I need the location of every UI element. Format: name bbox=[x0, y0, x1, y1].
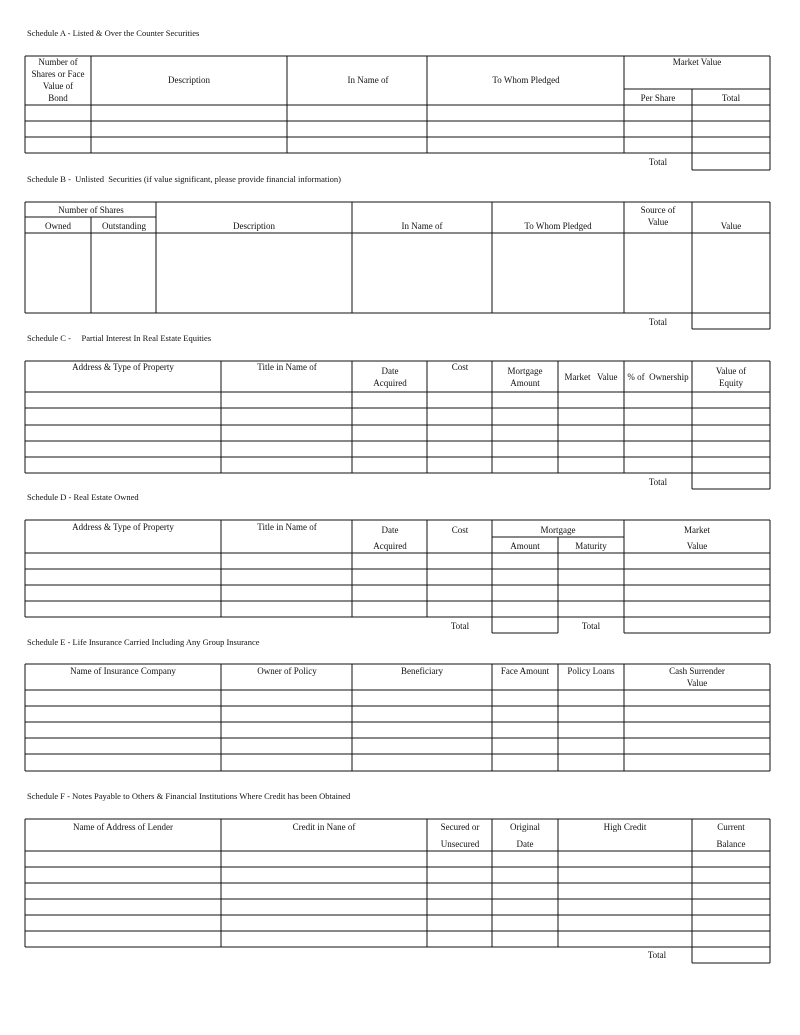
schedule-d-total-label: Total bbox=[581, 621, 601, 631]
schedule-a-number-header: Bond bbox=[48, 93, 68, 103]
schedule-d-cost-header: Cost bbox=[451, 525, 469, 535]
schedule-c-date-header: Acquired bbox=[373, 378, 407, 388]
schedule-c-equity-header: Value of bbox=[715, 366, 747, 376]
schedule-b-number-of-shares-header: Number of Shares bbox=[58, 205, 124, 215]
schedule-e-beneficiary-header: Beneficiary bbox=[401, 666, 443, 676]
schedule-f-title: Schedule F - Notes Payable to Others & Financial Institutions Where Credit has been Obtained bbox=[27, 791, 351, 801]
schedule-d-mortgage-header: Mortgage bbox=[540, 525, 576, 535]
schedule-a-number-header: Shares or Face bbox=[31, 69, 85, 79]
schedule-a-pledged-header: To Whom Pledged bbox=[492, 75, 560, 85]
schedule-a-total-label: Total bbox=[648, 157, 668, 167]
schedule-c-title-header: Title in Name of bbox=[257, 362, 317, 372]
schedule-d-total-label: Total bbox=[450, 621, 470, 631]
schedule-f-current-balance-header: Current bbox=[717, 822, 745, 832]
schedule-a-in-name-of-header: In Name of bbox=[347, 75, 389, 85]
schedule-f-secured-header: Secured or bbox=[440, 822, 480, 832]
schedule-d-amount-header: Amount bbox=[510, 541, 540, 551]
schedule-a-per-share-header: Per Share bbox=[640, 93, 676, 103]
schedule-e-owner-header: Owner of Policy bbox=[257, 666, 317, 676]
schedule-e-cash-surrender-header: Value bbox=[686, 678, 708, 688]
schedule-f-original-date-header: Original bbox=[510, 822, 540, 832]
schedule-a-table bbox=[25, 56, 770, 170]
schedule-d-market-value-header: Value bbox=[686, 541, 708, 551]
schedule-c-mortgage-header: Mortgage bbox=[507, 366, 543, 376]
schedule-c-address-header: Address & Type of Property bbox=[72, 362, 174, 372]
schedule-c-total-label: Total bbox=[648, 477, 668, 487]
schedule-b-title: Schedule B - Unlisted Securities (if value significant, please provide financial information) bbox=[27, 174, 341, 184]
schedule-f-credit-name-header: Credit in Nane of bbox=[292, 822, 356, 832]
schedule-b-source-header: Source of bbox=[640, 205, 676, 215]
schedule-e-face-amount-header: Face Amount bbox=[500, 666, 550, 676]
schedule-c-cost-header: Cost bbox=[451, 362, 469, 372]
schedule-b-total-label: Total bbox=[648, 317, 668, 327]
schedule-d-market-value-header: Market bbox=[684, 525, 710, 535]
schedule-c-mortgage-header: Amount bbox=[510, 378, 540, 388]
schedule-e-company-header: Name of Insurance Company bbox=[70, 666, 176, 676]
schedule-a-total-header: Total bbox=[721, 93, 741, 103]
schedule-a-number-header: Value of bbox=[42, 81, 74, 91]
schedule-c-equity-header: Equity bbox=[719, 378, 743, 388]
schedule-f-secured-header: Unsecured bbox=[440, 839, 480, 849]
schedule-b-outstanding-header: Outstanding bbox=[102, 221, 146, 231]
schedule-f-total-label: Total bbox=[647, 950, 667, 960]
schedule-f-current-balance-header: Balance bbox=[716, 839, 746, 849]
schedule-e-cash-surrender-header: Cash Surrender bbox=[669, 666, 725, 676]
schedule-d-date-header: Date bbox=[381, 525, 399, 535]
schedule-e-policy-loans-header: Policy Loans bbox=[567, 666, 615, 676]
schedule-f-original-date-header: Date bbox=[516, 839, 534, 849]
schedule-b-owned-header: Owned bbox=[45, 221, 71, 231]
schedule-c-date-header: Date bbox=[381, 366, 399, 376]
schedule-d-maturity-header: Maturity bbox=[575, 541, 607, 551]
schedule-d-title: Schedule D - Real Estate Owned bbox=[27, 492, 139, 502]
schedule-d-address-header: Address & Type of Property bbox=[72, 522, 174, 532]
schedule-a-title: Schedule A - Listed & Over the Counter Securities bbox=[27, 28, 200, 38]
schedule-a-description-header: Description bbox=[168, 75, 210, 85]
schedule-a-number-header: Number of bbox=[38, 57, 78, 67]
schedule-b-value-header: Value bbox=[720, 221, 742, 231]
schedule-a-market-value-header: Market Value bbox=[672, 57, 722, 67]
schedule-e-title: Schedule E - Life Insurance Carried Including Any Group Insurance bbox=[27, 637, 260, 647]
schedule-d-date-header: Acquired bbox=[373, 541, 407, 551]
schedule-f-high-credit-header: High Credit bbox=[603, 822, 647, 832]
schedule-b-in-name-of-header: In Name of bbox=[401, 221, 443, 231]
schedule-d-title-header: Title in Name of bbox=[257, 522, 317, 532]
schedule-c-title: Schedule C - Partial Interest In Real Estate Equities bbox=[27, 333, 212, 343]
schedule-b-source-header: Value bbox=[647, 217, 669, 227]
schedule-f-lender-header: Name of Address of Lender bbox=[73, 822, 173, 832]
schedule-c-ownership-header: % of Ownership bbox=[627, 372, 689, 382]
schedule-b-pledged-header: To Whom Pledged bbox=[524, 221, 592, 231]
schedule-b-description-header: Description bbox=[233, 221, 275, 231]
schedule-f-table bbox=[25, 819, 770, 963]
schedule-c-market-value-header: Market Value bbox=[564, 372, 618, 382]
schedule-d-table bbox=[25, 520, 770, 633]
schedule-e-table bbox=[25, 664, 770, 771]
